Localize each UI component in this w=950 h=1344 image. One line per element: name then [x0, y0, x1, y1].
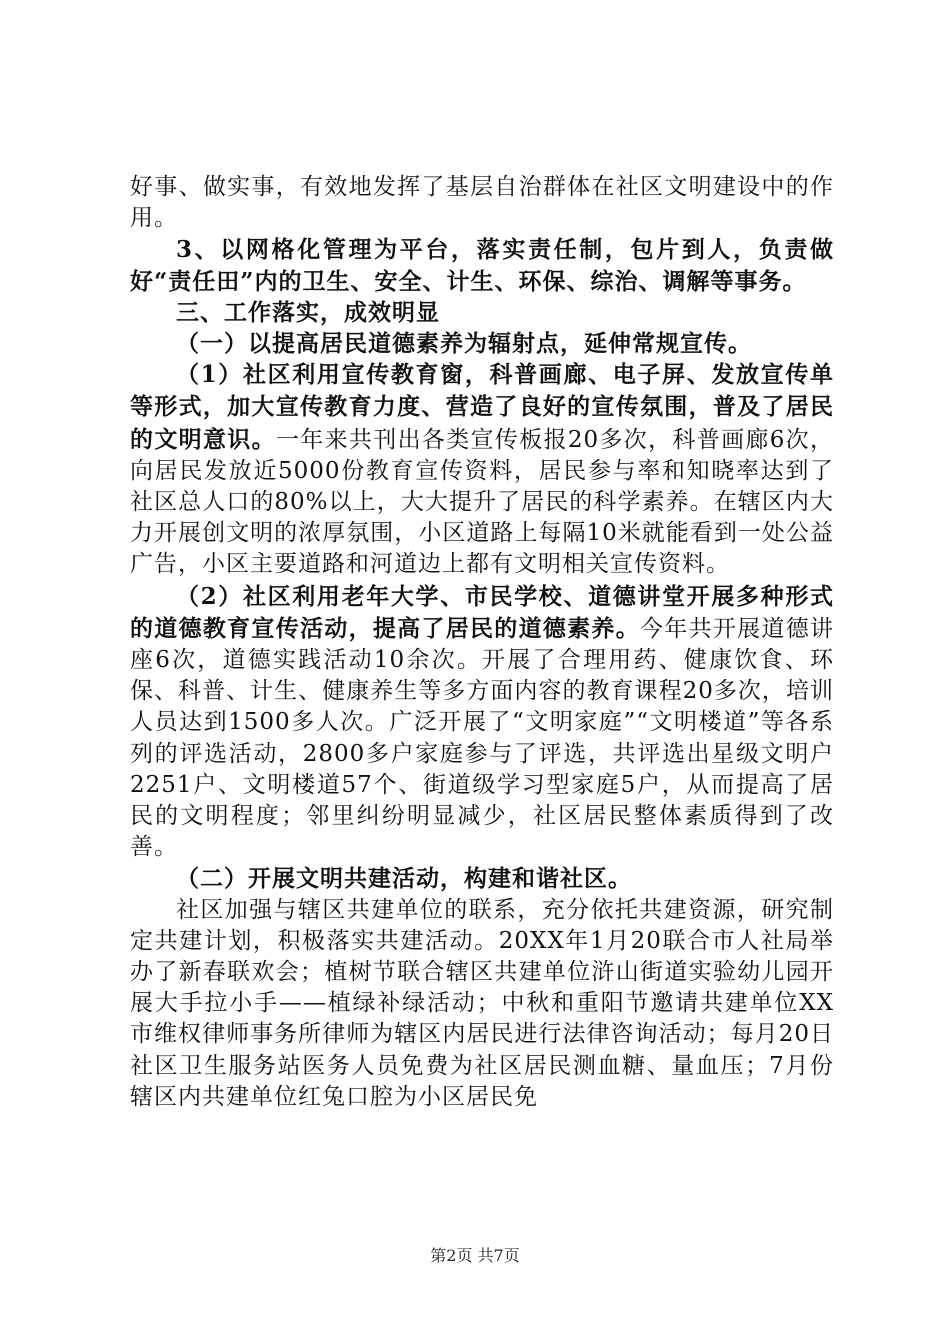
paragraph-continuation: 好事、做实事，有效地发挥了基层自治群体在社区文明建设中的作用。 [130, 174, 834, 232]
document-body [130, 172, 834, 1113]
paragraph-moral-education-body: 今年共开展道德讲座6次，道德实践活动10余次。开展了合理用药、健康饮食、环保、科普、计生、健康养生等多方面内容的教育课程20多次，培训人员达到1500多人次。广泛开展了“文明家庭”“文明楼道”等各系列的评选活动，2800多户家庭参与了评选，共评选出星级文明户2251户、文明楼道57个、街道级学习型家庭5户，从而提高了居民的文明程度；邻里纠纷明显减少，社区居民整体素质得到了改善。 [130, 615, 835, 861]
section-heading-3: 三、工作落实，成效明显 [176, 298, 440, 326]
page-footer: 第2页 共7页 [430, 1246, 520, 1265]
paragraph-co-construction: 社区加强与辖区共建单位的联系，充分依托共建资源，研究制定共建计划，积极落实共建活动。20XX年1月20联合市人社局举办了新春联欢会；植树节联合辖区共建单位浒山街道实验幼儿园开展大手拉小手——植绿补绿活动；中秋和重阳节邀请共建单位XX市维权律师事务所律师为辖区内居民进行法律咨询活动；每月20日社区卫生服务站医务人员免费为社区居民测血糖、量血压；7月份辖区内共建单位红兔口腔为小区居民免 [130, 896, 834, 1110]
paragraph-publicity [130, 359, 834, 580]
paragraph-moral-education [130, 581, 834, 864]
subsection-heading-1: （一）以提高居民道德素养为辐射点，延伸常规宣传。 [176, 330, 752, 358]
paragraph-publicity-body: 一年来共刊出各类宣传板报20多次，科普画廊6次，向居民发放近5000份教育宣传资料，居民参与率和知晓率达到了社区总人口的80%以上，大大提升了居民的科学素养。在辖区内大力开展创文明的浓厚氛围，小区道路上每隔10米就能看到一处公益广告，小区主要道路和河道边上都有文明相关宣传资料。 [130, 426, 834, 578]
paragraph-moral-education-lead: （2）社区利用老年大学、市民学校、道德讲堂开展多种形式的道德教育宣传活动，提高了居民的道德素养。 [130, 582, 834, 642]
paragraph-publicity-lead: （1）社区利用宣传教育窗，科普画廊、电子屏、发放宣传单等形式，加大宣传教育力度、营造了良好的宣传氛围，普及了居民的文明意识。 [130, 361, 834, 453]
paragraph-item-3: 3、以网格化管理为平台，落实责任制，包片到人，负责做好“责任田”内的卫生、安全、计生、环保、综治、调解等事务。 [130, 236, 834, 295]
subsection-heading-2: （二）开展文明共建活动，构建和谐社区。 [176, 865, 632, 893]
